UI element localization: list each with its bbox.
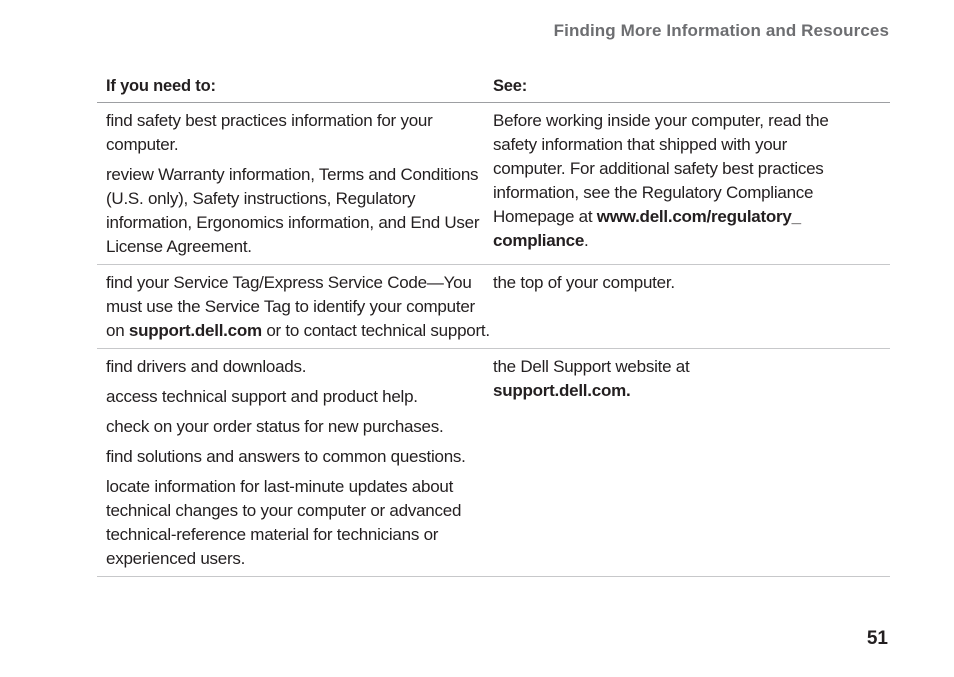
need-item: find solutions and answers to common questions. <box>106 447 466 466</box>
see-text <box>493 109 861 253</box>
need-item: access technical support and product help. <box>106 387 418 406</box>
see-text-period: . <box>584 231 589 250</box>
need-item: review Warranty information, Terms and Conditions (U.S. only), Safety instructions, Regulatory information, Ergonomics information, and End User License Agreement. <box>106 165 480 256</box>
support-dell-link[interactable]: support.dell.com. <box>493 381 631 400</box>
need-item: find safety best practices information for your computer. <box>106 111 433 154</box>
column-header-see: See: <box>493 77 528 95</box>
see-cell <box>493 355 890 571</box>
support-dell-link[interactable]: support.dell.com <box>128 321 262 340</box>
need-item: find drivers and downloads. <box>106 357 307 376</box>
see-cell <box>493 109 890 259</box>
see-text: the Dell Support website at <box>493 357 690 376</box>
need-item: locate information for last-minute updates about technical changes to your computer or advanced technical-reference material for technicians or experienced users. <box>106 477 462 568</box>
need-cell <box>97 271 493 343</box>
page-number: 51 <box>866 628 888 649</box>
table-row <box>97 349 890 577</box>
see-text-plain: Before working inside your computer, read the safety information that shipped with your computer. For additional safety best practices information, see the Regulatory Compliance Homepage at <box>493 111 829 226</box>
need-item: check on your order status for new purchases. <box>106 417 444 436</box>
need-item <box>106 271 493 343</box>
column-header-need: If you need to: <box>106 77 216 95</box>
resources-table <box>97 74 890 577</box>
table-row <box>97 265 890 349</box>
regulatory-compliance-link[interactable]: www.dell.com/regulatory_ compliance <box>493 207 801 250</box>
table-row <box>97 103 890 265</box>
table-header-row <box>97 74 890 103</box>
running-header: Finding More Information and Resources <box>553 21 889 40</box>
see-text: the top of your computer. <box>493 273 675 292</box>
see-text <box>493 379 890 403</box>
need-text-plain: find your Service Tag/Express Service Code—You must use the Service Tag to identify your computer on <box>106 273 475 340</box>
need-text-plain: or to contact technical support. <box>261 321 490 340</box>
see-cell <box>493 271 890 343</box>
need-cell <box>97 355 493 571</box>
need-cell <box>97 109 493 259</box>
